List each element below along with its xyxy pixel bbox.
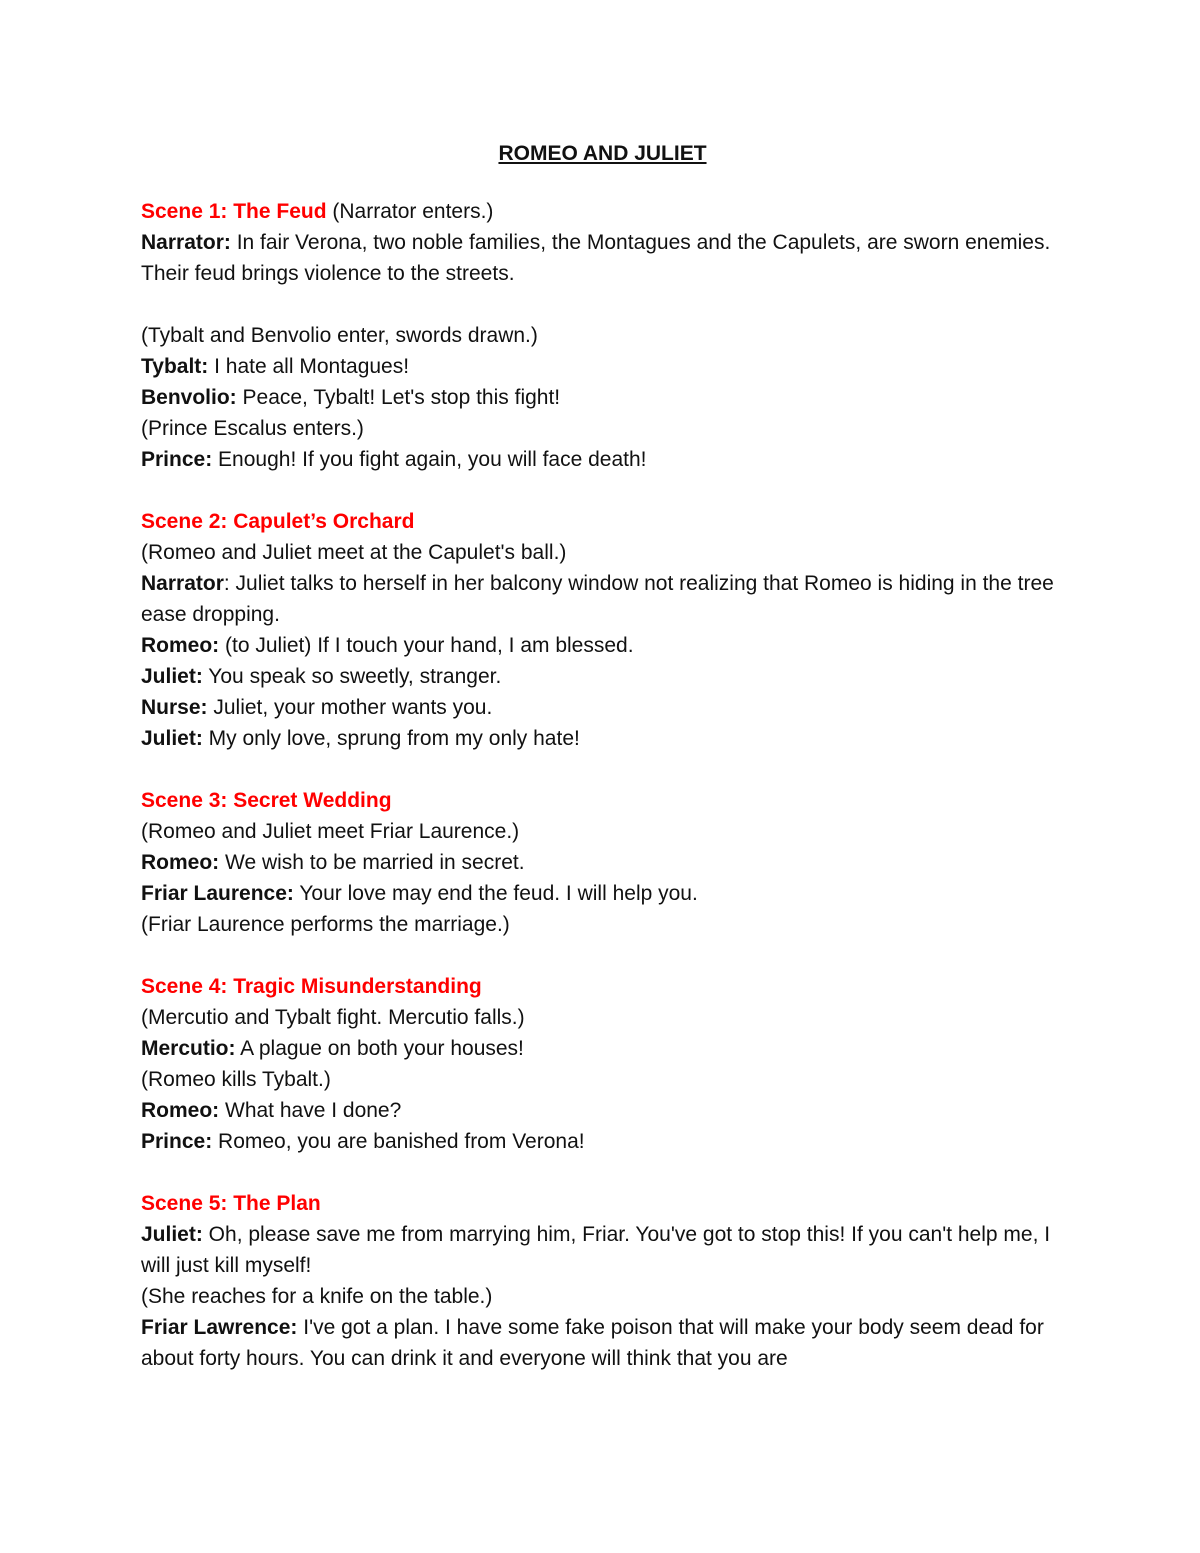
document-title: ROMEO AND JULIET xyxy=(498,142,707,165)
speaker-name: Narrator: xyxy=(141,231,231,254)
scene-heading: Scene 3: Secret Wedding xyxy=(141,789,392,812)
dialogue-line xyxy=(141,630,1066,661)
scene-1 xyxy=(141,196,1066,475)
speaker-name: Prince: xyxy=(141,1130,213,1153)
scene-heading-line xyxy=(141,506,1066,537)
scene-heading-line xyxy=(141,196,1066,227)
dialogue-text: Peace, Tybalt! Let's stop this fight! xyxy=(236,386,561,409)
scene-heading-line xyxy=(141,785,1066,816)
stage-direction: (Tybalt and Benvolio enter, swords drawn.) xyxy=(141,324,538,347)
scene-heading: Scene 2: Capulet’s Orchard xyxy=(141,510,415,533)
stage-direction: (Romeo kills Tybalt.) xyxy=(141,1068,331,1091)
scene-heading-line xyxy=(141,971,1066,1002)
dialogue-line xyxy=(141,1219,1066,1281)
dialogue-line xyxy=(141,1126,1066,1157)
speaker-name: Friar Lawrence: xyxy=(141,1316,298,1339)
speaker-name: Romeo: xyxy=(141,634,220,657)
dialogue-line xyxy=(141,723,1066,754)
speaker-name: Juliet: xyxy=(141,665,203,688)
speaker-name: Tybalt: xyxy=(141,355,209,378)
speaker-name: Romeo: xyxy=(141,1099,220,1122)
speaker-name: Romeo: xyxy=(141,851,220,874)
dialogue-line xyxy=(141,568,1066,630)
stage-direction: (Friar Laurence performs the marriage.) xyxy=(141,913,510,936)
stage-direction: (She reaches for a knife on the table.) xyxy=(141,1285,493,1308)
dialogue-line xyxy=(141,1095,1066,1126)
dialogue-text: Enough! If you fight again, you will face death! xyxy=(212,448,647,471)
stage-direction: (Narrator enters.) xyxy=(326,200,494,223)
dialogue-line xyxy=(141,227,1066,289)
stage-direction: (Mercutio and Tybalt fight. Mercutio falls.) xyxy=(141,1006,525,1029)
blank-line xyxy=(141,289,1066,320)
blank-line xyxy=(141,475,1066,506)
dialogue-text: Juliet, your mother wants you. xyxy=(207,696,493,719)
dialogue-text: My only love, sprung from my only hate! xyxy=(202,727,580,750)
dialogue-line xyxy=(141,351,1066,382)
dialogue-text: You speak so sweetly, stranger. xyxy=(202,665,502,688)
dialogue-line xyxy=(141,692,1066,723)
dialogue-line xyxy=(141,661,1066,692)
scene-2 xyxy=(141,506,1066,754)
speaker-name: Juliet: xyxy=(141,727,203,750)
dialogue-text: In fair Verona, two noble families, the Montagues and the Capulets, are sworn enemies. Their feud brings violence to the streets. xyxy=(141,231,1051,285)
speaker-name: Prince: xyxy=(141,448,213,471)
scene-5 xyxy=(141,1188,1066,1374)
document-page xyxy=(141,138,1066,1374)
speaker-name: Mercutio: xyxy=(141,1037,236,1060)
scene-heading: Scene 4: Tragic Misunderstanding xyxy=(141,975,482,998)
stage-direction: (Romeo and Juliet meet at the Capulet's ball.) xyxy=(141,541,567,564)
dialogue-text: What have I done? xyxy=(219,1099,402,1122)
speaker-name: Nurse: xyxy=(141,696,208,719)
scene-3 xyxy=(141,785,1066,940)
speaker-name: Narrator xyxy=(141,572,224,595)
dialogue-text: Your love may end the feud. I will help you. xyxy=(293,882,698,905)
blank-line xyxy=(141,1157,1066,1188)
dialogue-line xyxy=(141,382,1066,413)
dialogue-line xyxy=(141,444,1066,475)
scene-heading: Scene 5: The Plan xyxy=(141,1192,321,1215)
dialogue-text: Romeo, you are banished from Verona! xyxy=(212,1130,585,1153)
dialogue-text: : Juliet talks to herself in her balcony window not realizing that Romeo is hiding in the tree ease dropping. xyxy=(141,572,1054,626)
dialogue-text: (to Juliet) If I touch your hand, I am blessed. xyxy=(219,634,634,657)
speaker-name: Friar Laurence: xyxy=(141,882,294,905)
stage-direction: (Prince Escalus enters.) xyxy=(141,417,364,440)
dialogue-line xyxy=(141,1033,1066,1064)
dialogue-text: We wish to be married in secret. xyxy=(219,851,525,874)
dialogue-line xyxy=(141,878,1066,909)
dialogue-line xyxy=(141,847,1066,878)
dialogue-text: Oh, please save me from marrying him, Friar. You've got to stop this! If you can't help me, I will just kill myself! xyxy=(141,1223,1051,1277)
blank-line xyxy=(141,754,1066,785)
blank-line xyxy=(141,940,1066,971)
dialogue-text: I've got a plan. I have some fake poison that will make your body seem dead for about forty hours. You can drink it and everyone will think that you are xyxy=(141,1316,1044,1370)
speaker-name: Juliet: xyxy=(141,1223,203,1246)
dialogue-text: I hate all Montagues! xyxy=(208,355,410,378)
scene-heading-line xyxy=(141,1188,1066,1219)
dialogue-text: A plague on both your houses! xyxy=(235,1037,524,1060)
dialogue-line xyxy=(141,1312,1066,1374)
stage-direction: (Romeo and Juliet meet Friar Laurence.) xyxy=(141,820,520,843)
speaker-name: Benvolio: xyxy=(141,386,237,409)
scene-4 xyxy=(141,971,1066,1157)
scene-heading: Scene 1: The Feud xyxy=(141,200,327,223)
